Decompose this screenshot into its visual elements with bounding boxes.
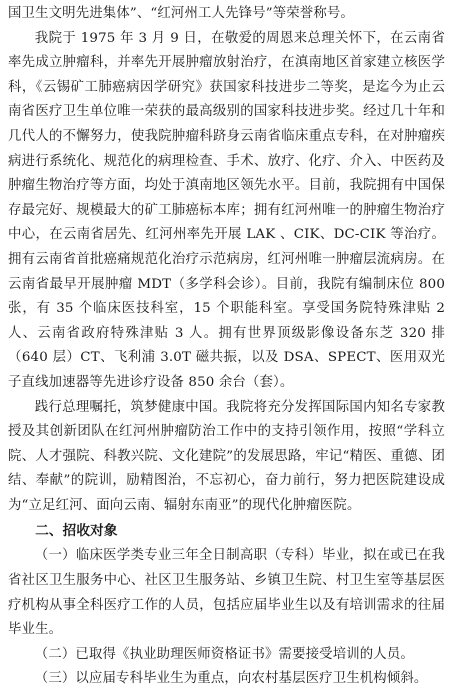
enrollment-item: （一）临床医学类专业三年全日制高职（专科）毕业，拟在或已在我省社区卫生服务中心、社区卫生服务站、乡镇卫生院、村卫生室等基层医疗机构从事全科医疗工作的人员，包括应届毕业生以及有培训需求的往届毕业生。 [8, 548, 445, 638]
enrollment-item: （三）以应届专科毕业生为重点，向农村基层医疗卫生机构倾斜。 [34, 671, 428, 687]
honor-paragraph: 国卫生文明先进集体”、“红河州工人先锋号”等荣誉称号。 [8, 6, 354, 21]
hospital-history-paragraph: 我院于 1975 年 3 月 9 日，在敬爱的周恩来总理关怀下，在云南省率先成立肿瘤科，并率先开展肿瘤放射治疗，在滇南地区首家建立核医学科，《云锡矿工肺癌病因学研究》获国家科技进步二等奖，是迄今为止云南省医疗卫生单位唯一荣获的最高级别的国家科技进步奖。经过几十年和几代人的不懈努力，使我院肿瘤科跻身云南省临床重点专科，在对肿瘤疾病进行系统化、规范化的病理检查、手术、放疗、化疗、介入、中医药及肿瘤生物治疗等方面，均处于滇南地区领先水平。目前，我院拥有中国保存最完好、规模最大的矿工肺癌标本库；拥有红河州唯一的肿瘤生物治疗中心，在云南省居先、红河州率先开展 LAK 、CIK、DC-CIK 等治疗。拥有云南省首批癌痛规范化治疗示范病房，红河州唯一肿瘤层流病房。在云南省最早开展肿瘤 MDT（多学科会诊）。目前，我院有编制床位 800 张，有 35 个临床医技科室，15 个职能科室。享受国务院特殊津贴 2 人、云南省政府特殊津贴 3 人。拥有世界顶级影像设备东芝 320 排（640 层）CT、飞利浦 3.0T 磁共振，以及 DSA、SPECT、医用双光子直线加速器等先进诊疗设备 850 余台（套）。 [8, 30, 445, 390]
development-paragraph: 践行总理嘱托，筑梦健康中国。我院将充分发挥国际国内知名专家教授及其创新团队在红河州肿瘤防治工作中的支持引领作用，按照“学科立院、人才强院、科教兴院、文化建院”的发展思路，牢记“精医、重德、团结、奉献”的院训，励精图治，不忘初心，奋力前行，努力把医院建设成为“立足红河、面向云南、辐射东南亚”的现代化肿瘤医院。 [8, 399, 445, 513]
enrollment-item: （二）已取得《执业助理医师资格证书》需要接受培训的人员。 [34, 646, 414, 662]
section-heading: 二、招收对象 [35, 523, 118, 540]
